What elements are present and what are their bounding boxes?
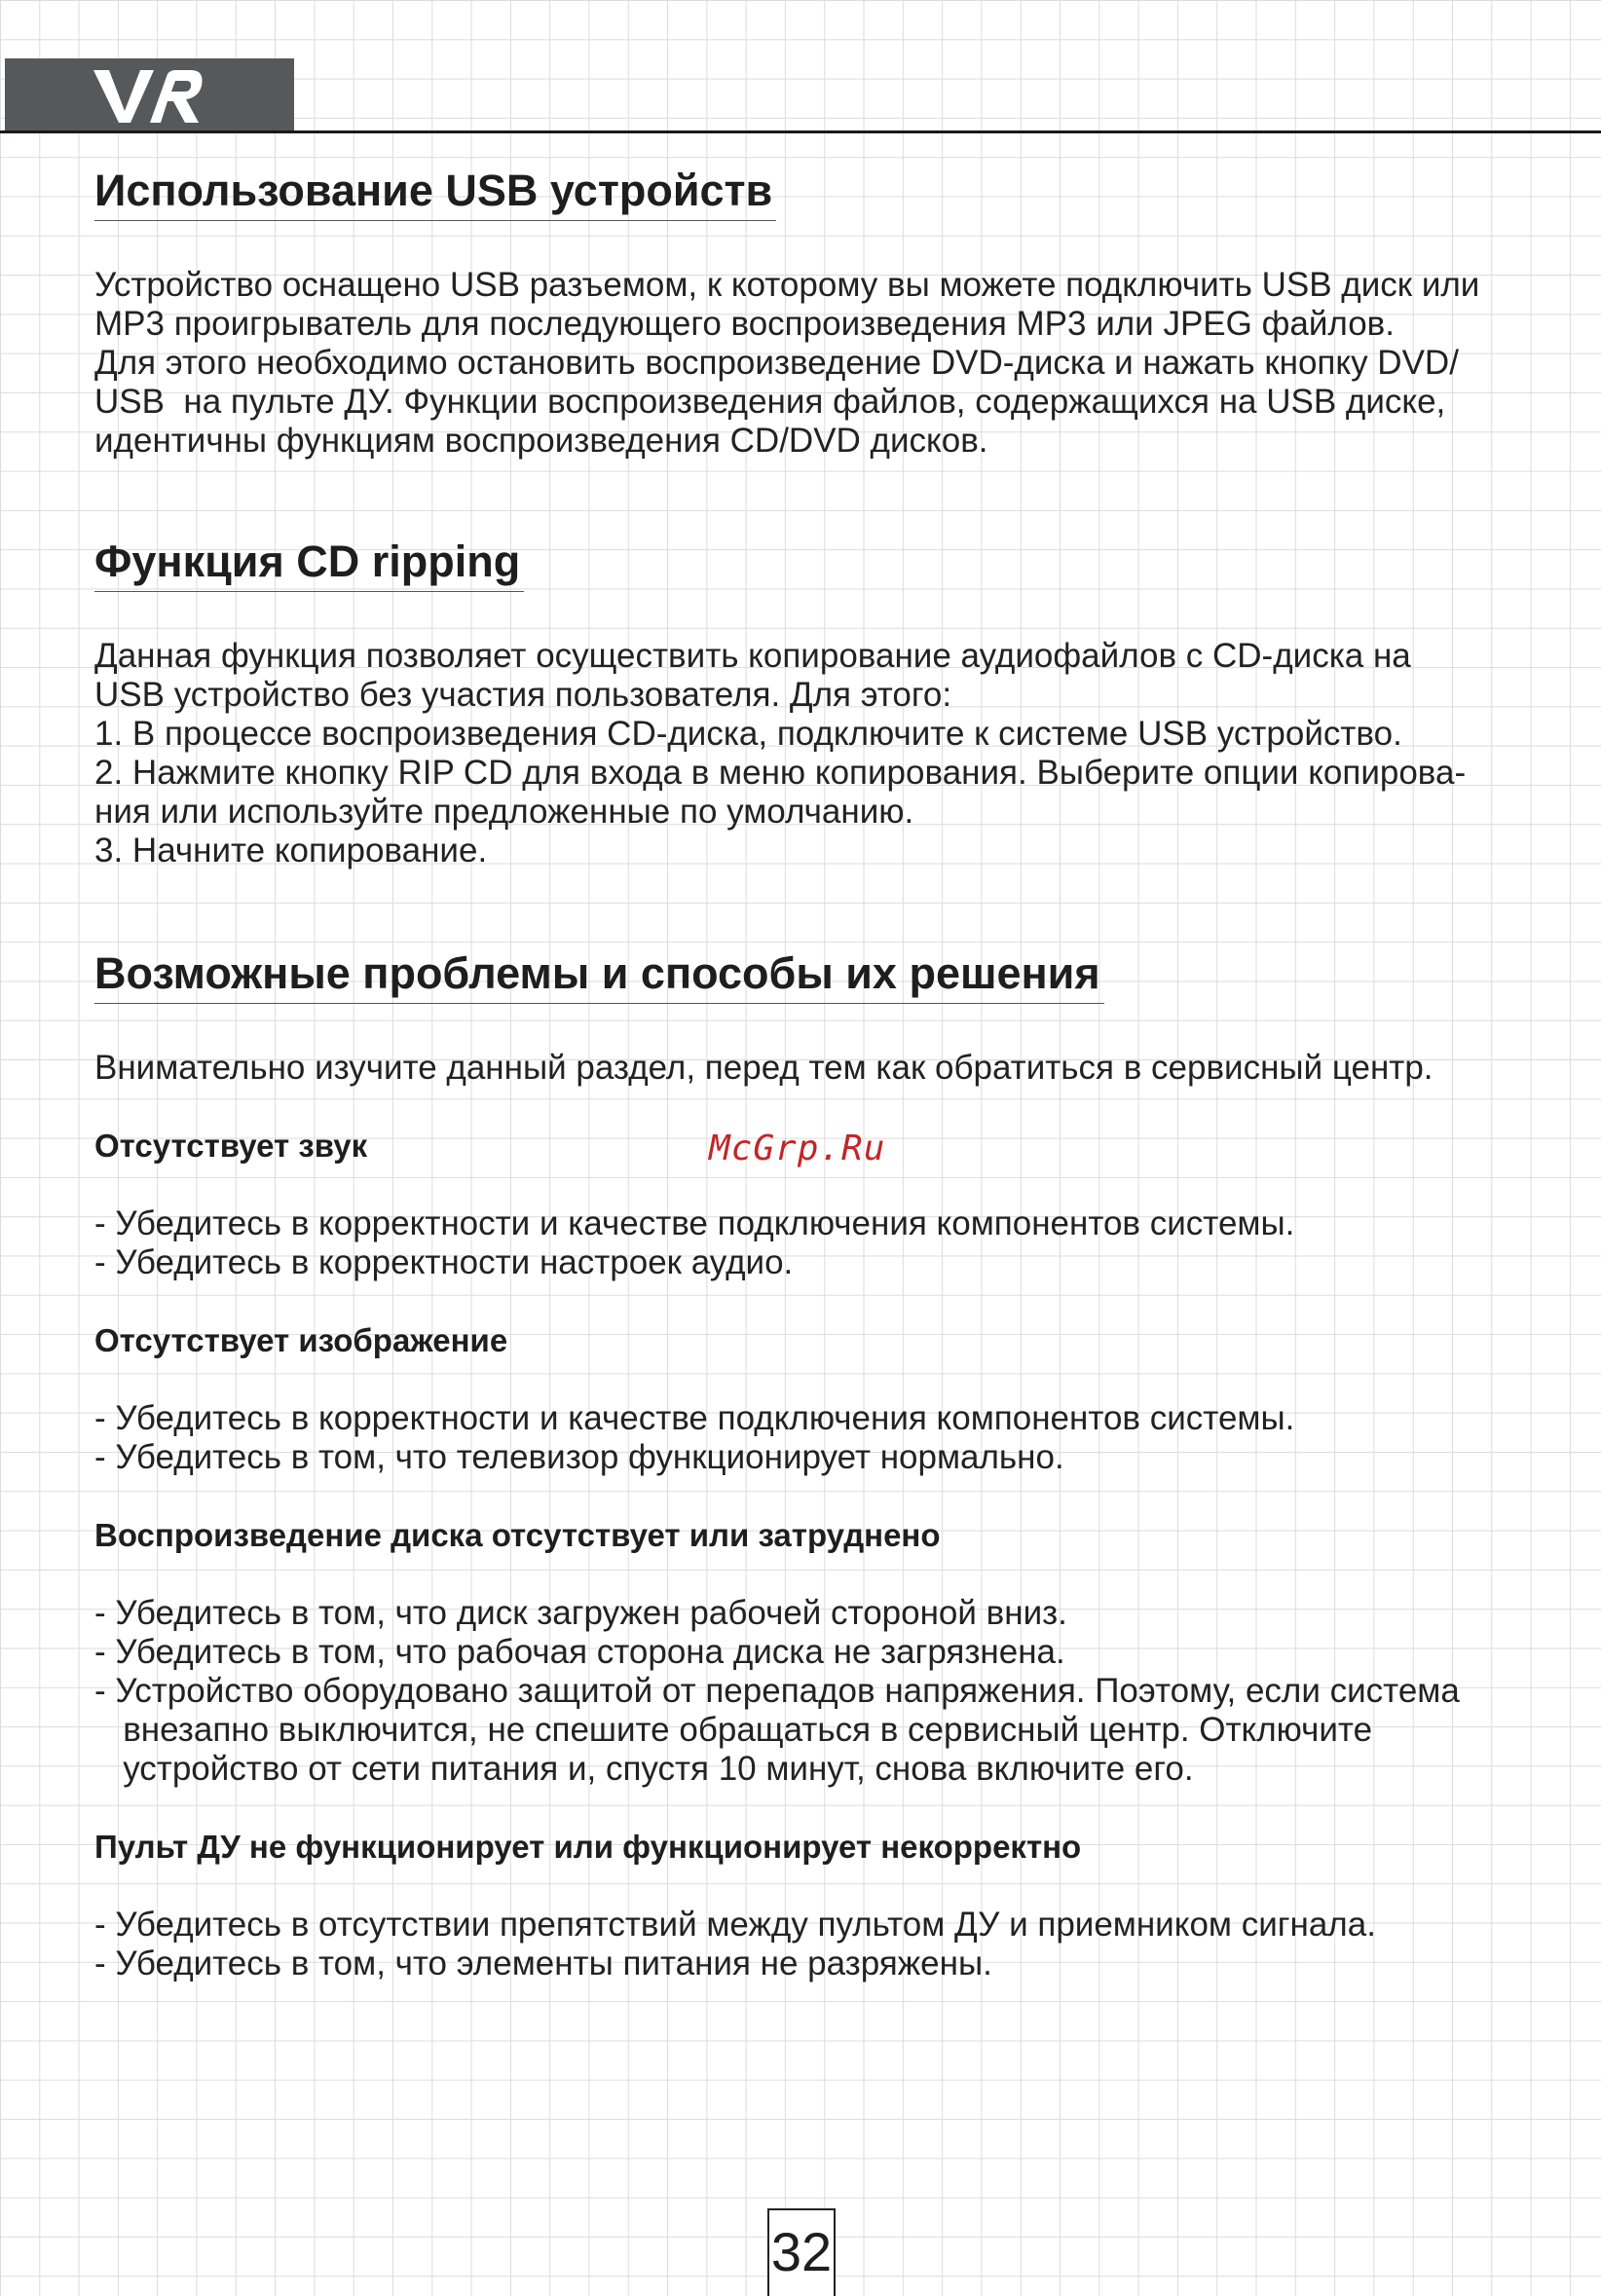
ripping-line: 2. Нажмите кнопку RIP CD для входа в меню копирования. Выберите опции копирова- — [94, 754, 1467, 792]
problem-bullet: - Убедитесь в корректности и качестве подключения компонентов системы. — [94, 1399, 1295, 1437]
vr-logo — [90, 64, 206, 129]
problem-block — [94, 1516, 1536, 1789]
ripping-line: ния или используйте предложенные по умолчанию. — [94, 793, 914, 831]
ripping-title-rule — [94, 591, 524, 592]
page-number: 32 — [767, 2208, 836, 2296]
problem-bullet: внезапно выключится, не спешите обращаться в сервисный центр. Отключите — [94, 1711, 1373, 1749]
header-rule — [0, 130, 1601, 133]
usb-section-title: Использование USB устройств — [94, 166, 773, 215]
problem-bullet: - Убедитесь в том, что рабочая сторона диска не загрязнена. — [94, 1633, 1065, 1671]
page-content — [94, 166, 1536, 1983]
troubleshooting-section-title: Возможные проблемы и способы их решения — [94, 948, 1100, 998]
troubleshooting-title-rule — [94, 1003, 1104, 1004]
problem-bullet: устройство от сети питания и, спустя 10 минут, снова включите его. — [94, 1750, 1194, 1788]
troubleshooting-section — [94, 948, 1536, 1983]
ripping-line: USB устройство без участия пользователя. Для этого: — [94, 676, 952, 714]
usb-section — [94, 166, 1536, 461]
problem-block — [94, 1828, 1536, 1983]
problem-heading: Отсутствует звук — [94, 1128, 368, 1164]
problem-bullet: - Убедитесь в том, что телевизор функционирует нормально. — [94, 1438, 1064, 1476]
problem-bullet: - Убедитесь в отсутствии препятствий между пультом ДУ и приемником сигнала. — [94, 1906, 1376, 1944]
usb-line: Устройство оснащено USB разъемом, к которому вы можете подключить USB диск или — [94, 266, 1480, 304]
ripping-section — [94, 537, 1536, 870]
problem-heading: Воспроизведение диска отсутствует или затруднено — [94, 1517, 941, 1553]
problem-block — [94, 1321, 1536, 1477]
usb-line: идентичны функциям воспроизведения CD/DVD дисков. — [94, 422, 988, 460]
problem-bullet: - Устройство оборудовано защитой от перепадов напряжения. Поэтому, если система — [94, 1672, 1460, 1710]
problem-heading: Пульт ДУ не функционирует или функционирует некорректно — [94, 1829, 1082, 1865]
ripping-line: 3. Начните копирование. — [94, 832, 488, 870]
watermark: McGrp.Ru — [709, 1129, 886, 1168]
usb-title-rule — [94, 220, 776, 221]
usb-line: USB на пульте ДУ. Функции воспроизведения файлов, содержащихся на USB диске, — [94, 383, 1446, 421]
troubleshooting-intro: Внимательно изучите данный раздел, перед тем как обратиться в сервисный центр. — [94, 1049, 1433, 1087]
usb-line: Для этого необходимо остановить воспроизведение DVD-диска и нажать кнопку DVD/ — [94, 344, 1459, 382]
problem-bullet: - Убедитесь в корректности и качестве подключения компонентов системы. — [94, 1204, 1295, 1242]
problem-bullet: - Убедитесь в том, что диск загружен рабочей стороной вниз. — [94, 1594, 1067, 1632]
problem-heading: Отсутствует изображение — [94, 1322, 508, 1358]
ripping-line: 1. В процессе воспроизведения CD-диска, подключите к системе USB устройство. — [94, 715, 1402, 753]
problem-bullet: - Убедитесь в том, что элементы питания не разряжены. — [94, 1944, 992, 1982]
ripping-section-title: Функция CD ripping — [94, 537, 521, 586]
ripping-line: Данная функция позволяет осуществить копирование аудиофайлов с CD-диска на — [94, 637, 1411, 675]
problem-bullet: - Убедитесь в корректности настроек аудио. — [94, 1243, 794, 1281]
usb-line: MP3 проигрыватель для последующего воспроизведения MP3 или JPEG файлов. — [94, 305, 1395, 343]
